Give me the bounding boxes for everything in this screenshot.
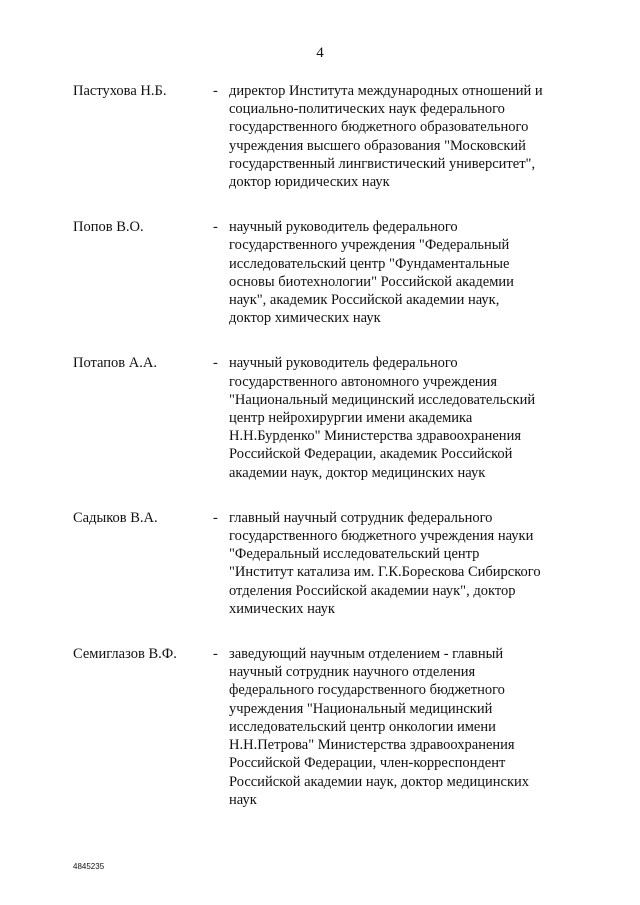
member-name: Садыков В.А. — [73, 509, 158, 526]
page-number: 4 — [316, 45, 324, 61]
description-line: государственного бюджетного образовательного — [229, 119, 529, 136]
member-entry — [73, 509, 573, 618]
description-line: учреждения "Национальный медицинский — [229, 700, 493, 717]
member-list — [73, 82, 573, 836]
description-line: Н.Н.Петрова" Министерства здравоохранения — [229, 737, 515, 754]
description-line: директор Института международных отношений и — [229, 83, 543, 99]
member-description — [229, 218, 573, 327]
description-line: доктор химических наук — [229, 310, 381, 327]
member-description — [229, 82, 573, 191]
description-line: государственного учреждения "Федеральный — [229, 237, 510, 254]
description-line: государственного бюджетного учреждения науки — [229, 528, 534, 545]
member-name: Пастухова Н.Б. — [73, 83, 167, 99]
description-line: учреждения высшего образования "Московский — [229, 137, 526, 154]
dash-separator: - — [213, 83, 218, 99]
document-code: 4845235 — [73, 862, 105, 871]
description-line: Российской академии наук, доктор медицинских — [229, 773, 529, 790]
description-line: центр нейрохирургии имени академика — [229, 410, 473, 427]
description-line: государственный лингвистический университет", — [229, 155, 536, 172]
member-name: Попов В.О. — [73, 219, 144, 236]
member-entry — [73, 218, 573, 327]
description-line: Н.Н.Бурденко" Министерства здравоохранения — [229, 428, 521, 445]
description-line: исследовательский центр "Фундаментальные — [229, 255, 510, 272]
description-line: отделения Российской академии наук", доктор — [229, 582, 516, 599]
description-line: Российской Федерации, член-корреспондент — [229, 755, 506, 772]
description-line: заведующий научным отделением - главный — [229, 646, 504, 663]
member-description — [229, 509, 573, 618]
description-line: государственного автономного учреждения — [229, 373, 497, 390]
description-line: исследовательский центр онкологии имени — [229, 718, 496, 735]
description-line: научный руководитель федерального — [229, 219, 458, 236]
description-line: социально-политических наук федерального — [229, 101, 505, 118]
dash-separator: - — [213, 355, 218, 372]
description-line: академии наук, доктор медицинских наук — [229, 464, 486, 481]
description-line: Российской Федерации, академик Российской — [229, 446, 513, 463]
member-description — [229, 354, 573, 481]
description-line: научный сотрудник научного отделения — [229, 664, 476, 681]
description-line: главный научный сотрудник федерального — [229, 509, 493, 526]
description-line: "Институт катализа им. Г.К.Борескова Сибирского — [229, 564, 541, 581]
description-line: химических наук — [229, 600, 335, 617]
member-entry — [73, 645, 573, 809]
dash-separator: - — [213, 646, 218, 663]
member-entry — [73, 354, 573, 481]
description-line: наук", академик Российской академии наук, — [229, 292, 500, 309]
dash-separator: - — [213, 509, 218, 526]
description-line: доктор юридических наук — [229, 174, 390, 191]
member-entry — [73, 82, 573, 191]
member-description — [229, 645, 573, 809]
dash-separator: - — [213, 219, 218, 236]
description-line: "Национальный медицинский исследовательский — [229, 391, 536, 408]
description-line: основы биотехнологии" Российской академии — [229, 273, 514, 290]
description-line: наук — [229, 791, 257, 808]
description-line: "Федеральный исследовательский центр — [229, 546, 480, 563]
member-name: Семиглазов В.Ф. — [73, 646, 177, 663]
description-line: федерального государственного бюджетного — [229, 682, 505, 699]
description-line: научный руководитель федерального — [229, 355, 458, 372]
member-name: Потапов А.А. — [73, 355, 157, 372]
